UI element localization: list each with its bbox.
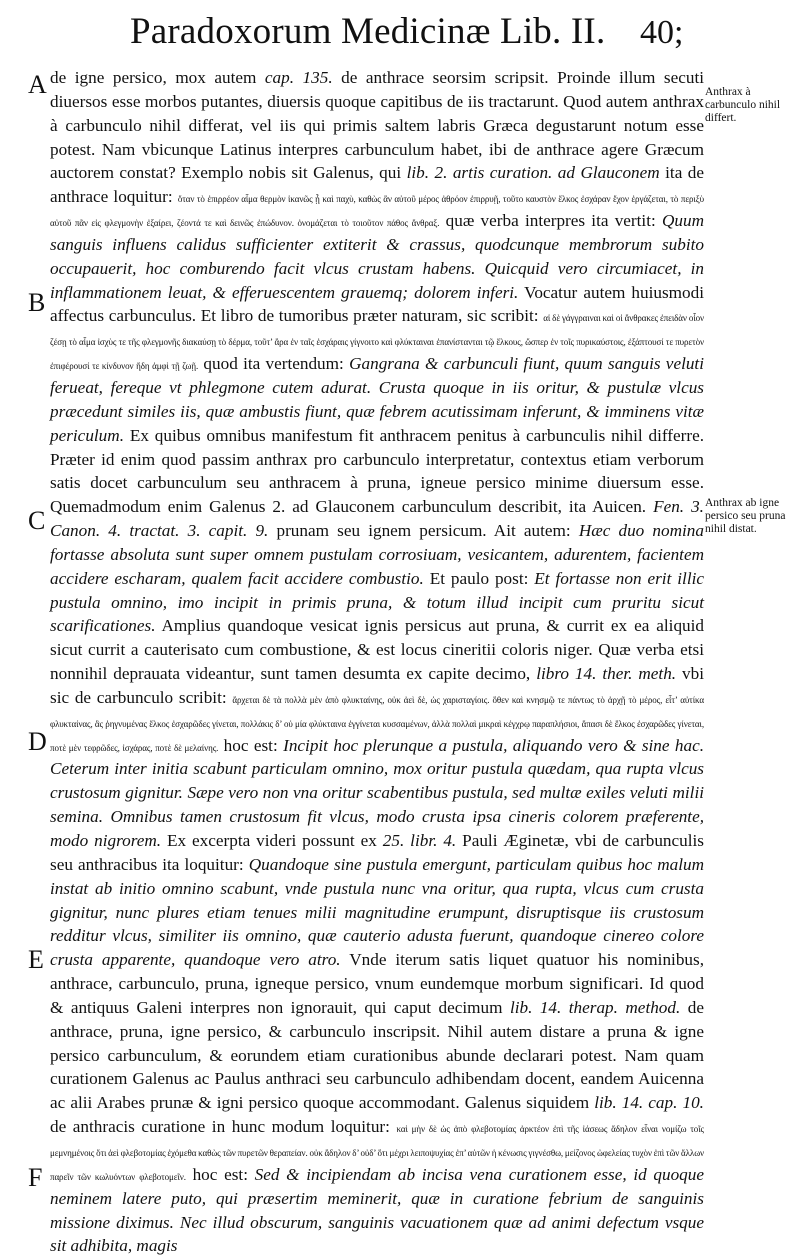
citation: cap. 135. xyxy=(264,68,333,87)
text-segment: Pauli Æginetæ, vbi de carbunculis seu anthracibus ita loquitur: xyxy=(50,831,704,874)
text-segment: hoc est: xyxy=(218,735,284,755)
text-segment: prunam seu ignem persicum. Ait autem: xyxy=(268,521,579,541)
italic-translation: Sed & incipiendam ab incisa vena curationem esse, id quoque neminem latere puto, qui præsertim meminerit, quæ in curatione febrium de sanguinis missione diximus. Nec illud obscurum, sanguinis vacuationem quæ ad animi defectum vsque sit adhibita, magis xyxy=(50,1164,704,1256)
italic-translation: Quum sanguis influens calidus sufficienter extiterit & crassus, quodcunque membrorum subito occupauerit, hoc comburendo facit vlcus crustam habens. Quicquid vero circumiacet, in inflammationem leuat, & efferuescentem grauemq; dolorem inferi. xyxy=(50,211,704,302)
text-segment: hoc est: xyxy=(185,1164,255,1184)
text-segment: Vnde iterum satis liquet quatuor his nominibus, anthrace, carbunculo, pruna, igneque persico, vnum eundemque morbum significari. Id quod & antiquus Galeni interpres non ignorauit, qui caput decimum xyxy=(50,950,704,1017)
text-segment: Ex quibus omnibus manifestum fit anthracem penitus à carbunculis nihil differre. Præter id enim quod passim anthrax pro carbunculo interpretatur, contextus etiam verborum satis docet carbunculum seu anthracem à pruna, igneue persico minime diuersum esse. Quemadmodum enim Galenus 2. ad Glauconem carbunculum describit, ita Auicen. xyxy=(50,425,704,517)
text-segment: de anthrace seorsim scripsit. Proinde illum secuti diuersos esse morbos putantes, diuersis quoque capitibus de iis tractarunt. Quod autem anthrax à carbunculo nihil differat, vel iis qui primis saltem labris Græca degustarunt notum esse potest. Nam vbicunque Latinus interpres carbunculum habet, ibi de anthrace agere Græcum auctorem constat? Exemplo nobis sit Galenus, qui xyxy=(50,68,704,183)
text-segment: Et paulo post: xyxy=(423,568,535,588)
italic-translation: Incipit hoc plerunque a pustula, aliquando vero & sine hac. Ceterum inter initia scabunt particulam omnino, mox oritur pustula quædam, qua rupta vlcus crustosum gignitur. Sæpe vero non vna oritur scabentibus pustula, sed multæ exiles veluti milii semina. Omnibus tamen crustosum fit vlcus, modo crusta ipsa cineris colorem præferente, modo nigrorem. xyxy=(50,735,705,850)
citation: Fen. 3. Canon. 4. tractat. 3. capit. 9. xyxy=(50,497,704,541)
citation: libro 14. ther. meth. xyxy=(536,664,677,684)
text-segment: ita de anthrace loquitur: xyxy=(50,163,705,207)
greek-quotation: αἱ δὲ γάγγραιναι καὶ οἱ ἄνθρακες ἐπειδὰν οἷον ζέσῃ τὸ αἷμα ἰσχὺς τε τῆς φλεγμονῆς διακαύσῃ τὸ δέρμα, τοῦτ’ ἄρα ἐν ταῖς ἐσχάραις γίγνοιτο καὶ φλύκταιναι ἐπανίστανται τῷ ἕλκους, ὥσπερ ἐν τοῖς πυρικαύστοις, ἐξάπτουσί τε πυρετὸν ἐπιφέρουσί τε κίνδυνον ἤδη ἀμφὶ τῇ ζωῇ. xyxy=(50,313,705,372)
citation: lib. 14. therap. method. xyxy=(509,997,681,1017)
text-segment: quod ita vertendum: xyxy=(198,354,350,374)
margin-note-anthrax-pruna: Anthrax ab igne persico seu pruna nihil distat. xyxy=(705,497,786,535)
text-segment: vbi sic de carbunculo scribit: xyxy=(50,664,705,707)
section-letter-d: D xyxy=(28,727,47,756)
greek-quotation: ἄρχεται δὲ τὰ πολλὰ μὲν ἀπὸ φλυκταίνης, οὐκ ἀεὶ δὲ, ὡς χαρισταγίοις. ὅθεν καὶ κνησμῷ τε πάντως τὸ ἀρχῇ τὸ μέρος, εἶτ’ αὐτίκα φλυκταίνας, ἃς ῥηγνυμένας ἕλκος ἐσχαρῶδες γίνεται, πολλάκις δ’ οὐ μία φλύκταινα ἐγγίνεται κυσσαμένων, ἀλλὰ πολλαὶ μικραὶ κέγχρῳ παραπλήσιοι, ἅπασι δὲ ἕλκος ἐσχαρῶδες γίνεται, ποτὲ μὲν τεφρῶδες, ἰσχάρας, ποτὲ δὲ μελαίνης. xyxy=(50,694,704,753)
running-head-title: Paradoxorum Medicinæ Lib. II. xyxy=(130,11,606,52)
text-segment: quæ verba interpres ita vertit: xyxy=(439,211,662,231)
section-letter-b: B xyxy=(28,288,46,317)
text-segment: de igne persico, mox autem xyxy=(50,68,265,87)
citation: 25. libr. 4. xyxy=(382,831,457,850)
italic-translation: Gangrana & carbunculi fiunt, quum sanguis veluti ferueat, fereque vt phlegmone cutem adurat. Crusta quoque in iis oritur, & pustulæ vlcus præcedunt similes iis, quæ ambustis fiunt, quæ febrem acutissimam inferunt, & imminens vitæ periculum. xyxy=(50,354,704,445)
citation: lib. 2. artis curation. ad Glauconem xyxy=(406,163,660,183)
body-text xyxy=(50,66,704,1258)
margin-note-anthrax-carbunculo: Anthrax à carbunculo nihil differt. xyxy=(705,86,781,124)
greek-quotation: ὅταν τὸ ἐπιρρέον αἷμα θερμὸν ἱκανῶς ᾖ καὶ παχὺ, καθὼς ἂν αὐτοῦ μέρος ἀθρόον ἐπιρρυῇ, τοῦτο καυστὸν ἕλκος ἐσχάραν ἔχον ἐργάζεται, τὸ περιξὺ αὐτοῦ πᾶν εἰς φλεγμονὴν ἐξαίρει, ζέοντά τε καὶ δεινῶς ἐπώδυνον. ὀνομάζεται τὸ τοιοῦτον πάθος ἄνθραξ. xyxy=(50,194,705,229)
section-letter-f: F xyxy=(28,1163,43,1192)
section-letter-e: E xyxy=(28,945,44,974)
section-letter-c: C xyxy=(28,506,46,535)
section-letter-a: A xyxy=(28,70,47,99)
text-segment: Vocatur autem huiusmodi affectus carbunculus. Et libro de tumoribus præter naturam, sic scribit: xyxy=(50,282,704,326)
text-segment: Amplius quandoque vesicat ignis persicus aut pruna, & currit ex ea aliquid sicut currit a cauterisato cum combustione, & est locus cineritii coloris niger. Quæ verba etsi nonnihil deprauata videantur, sunt tamen desumta ex capite decimo, xyxy=(50,616,704,684)
page-number: 40; xyxy=(640,14,684,51)
citation: lib. 14. cap. 10. xyxy=(594,1093,704,1113)
text-segment: Ex excerpta videri possunt ex xyxy=(161,831,383,850)
greek-quotation: καὶ μὴν δὲ ὡς ἀπὸ φλεβοτομίας ἀρκτέον ἐπὶ τῆς ἰάσεως ἄδηλον εἶναι νομίζω τοῖς μεμνημένοις ὅτι ἀεὶ φλεβοτομίας ἐχόμεθα καθὼς τῶν πυρετῶν θεραπείαν. οὐκ ἄδηλον δ’ οὐδ’ ὅτι μέχρι λειποψυχίας ἐπ’ αὐτῶν ἡ κένωσις γιγνέσθω, μείζονος ὠφελείας τυχὸν ἐπὶ τῶν ἄλλων παρεῖν τῶν κωλυόντων φλεβοτομεῖν. xyxy=(50,1124,704,1182)
italic-translation: Hæc duo nomina fortasse absoluta sunt super omnem pustulam corrosiuam, vesicantem, adurentem, facientem accidere escharam, qualem facit accidere combustio. xyxy=(50,521,704,588)
italic-translation: Et fortasse non erit illic pustula omnino, imo incipit in primis pruna, & totum illud incipit cum pruritu sicut scarificationes. xyxy=(50,568,704,636)
text-segment: de anthrace, pruna, igne persico, & carbunculo inscripsit. Nihil autem distare a pruna & igne persico carbunculum, & eorundem etiam curationibus abunde declarari potest. Nam quam curationem Galenus ac Paulus anthraci seu carbunculo adhibendam docent, eandem Auicenna ac alii Arabes prunæ & igni persico quoque accommodant. Galenus siquidem xyxy=(50,997,704,1113)
text-segment: de anthracis curatione in hunc modum loquitur: xyxy=(50,1117,397,1137)
italic-translation: Quandoque sine pustula emergunt, particulam quibus hoc malum instat ab initio omnino scabunt, vnde pustula nunc vna oritur, qua rupta, vlcus cum crusta gignitur, nunc plures etiam tenues milii magnitudine erumpunt, disruptisque iis crustosum redditur vlcus, similiter iis omnino, quæ cauterio adusta fuerunt, quandoque cinereo colore crusta apparente, quandoque vero atro. xyxy=(50,854,705,970)
